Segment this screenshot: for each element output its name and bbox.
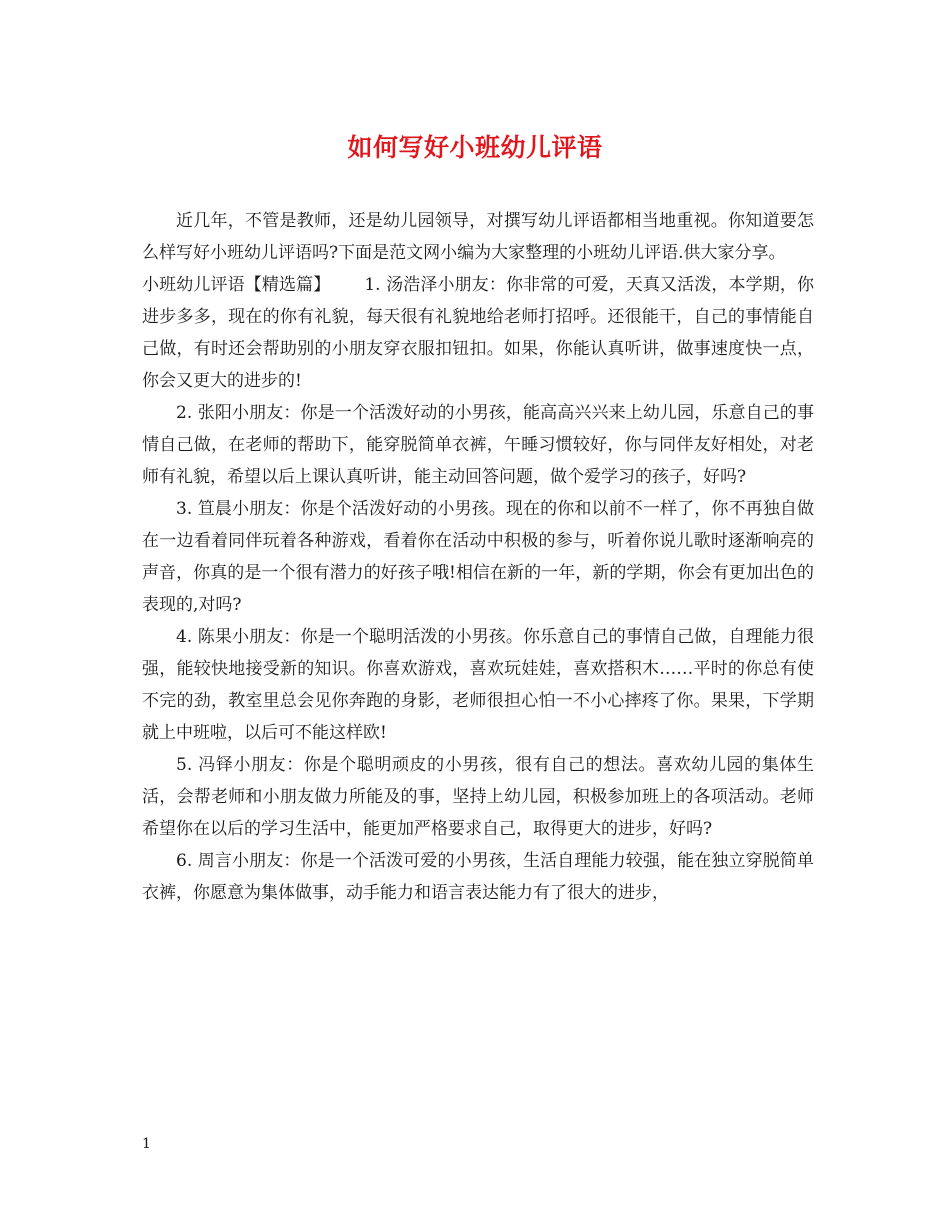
item-paragraph-1 bbox=[142, 269, 814, 397]
document-body bbox=[142, 205, 814, 909]
item-paragraph-2: 2. 张阳小朋友：你是一个活泼好动的小男孩，能高高兴兴来上幼儿园，乐意自己的事情自己做，在老师的帮助下，能穿脱简单衣裤，午睡习惯较好，你与同伴友好相处，对老师有礼貌，希望以后上课认真听讲，能主动回答问题，做个爱学习的孩子，好吗? bbox=[142, 403, 814, 487]
intro-paragraph: 近几年，不管是教师，还是幼儿园领导，对撰写幼儿评语都相当地重视。你知道要怎么样写好小班幼儿评语吗?下面是范文网小编为大家整理的小班幼儿评语.供大家分享。 bbox=[142, 211, 814, 263]
document-title: 如何写好小班幼儿评语 bbox=[347, 133, 603, 162]
section-title: 小班幼儿评语【精选篇】 bbox=[142, 275, 331, 295]
page-number: 1 bbox=[142, 1136, 151, 1152]
item-paragraph-3: 3. 笪晨小朋友：你是个活泼好动的小男孩。现在的你和以前不一样了，你不再独自做在一边看着同伴玩着各种游戏，看着你在活动中积极的参与，听着你说儿歌时逐渐响亮的声音，你真的是一个很有潜力的好孩子哦!相信在新的一年，新的学期，你会有更加出色的表现的,对吗? bbox=[142, 499, 814, 615]
item-paragraph-5: 5. 冯铎小朋友：你是个聪明顽皮的小男孩，很有自己的想法。喜欢幼儿园的集体生活，会帮老师和小朋友做力所能及的事，坚持上幼儿园，积极参加班上的各项活动。老师希望你在以后的学习生活中，能更加严格要求自己，取得更大的进步，好吗? bbox=[142, 755, 814, 839]
item-paragraph-4: 4. 陈果小朋友：你是一个聪明活泼的小男孩。你乐意自己的事情自己做，自理能力很强，能较快地接受新的知识。你喜欢游戏，喜欢玩娃娃，喜欢搭积木……平时的你总有使不完的劲，教室里总会见你奔跑的身影，老师很担心怕一不小心摔疼了你。果果，下学期就上中班啦，以后可不能这样欧! bbox=[142, 627, 814, 743]
item-text-1: 1. 汤浩泽小朋友：你非常的可爱，天真又活泼，本学期，你进步多多，现在的你有礼貌，每天很有礼貌地给老师打招呼。还很能干，自己的事情能自己做，有时还会帮助别的小朋友穿衣服扣钮扣。如果，你能认真听讲，做事速度快一点，你会又更大的进步的! bbox=[142, 275, 815, 391]
item-paragraph-6: 6. 周言小朋友：你是一个活泼可爱的小男孩，生活自理能力较强，能在独立穿脱简单衣裤，你愿意为集体做事，动手能力和语言表达能力有了很大的进步， bbox=[142, 851, 814, 903]
